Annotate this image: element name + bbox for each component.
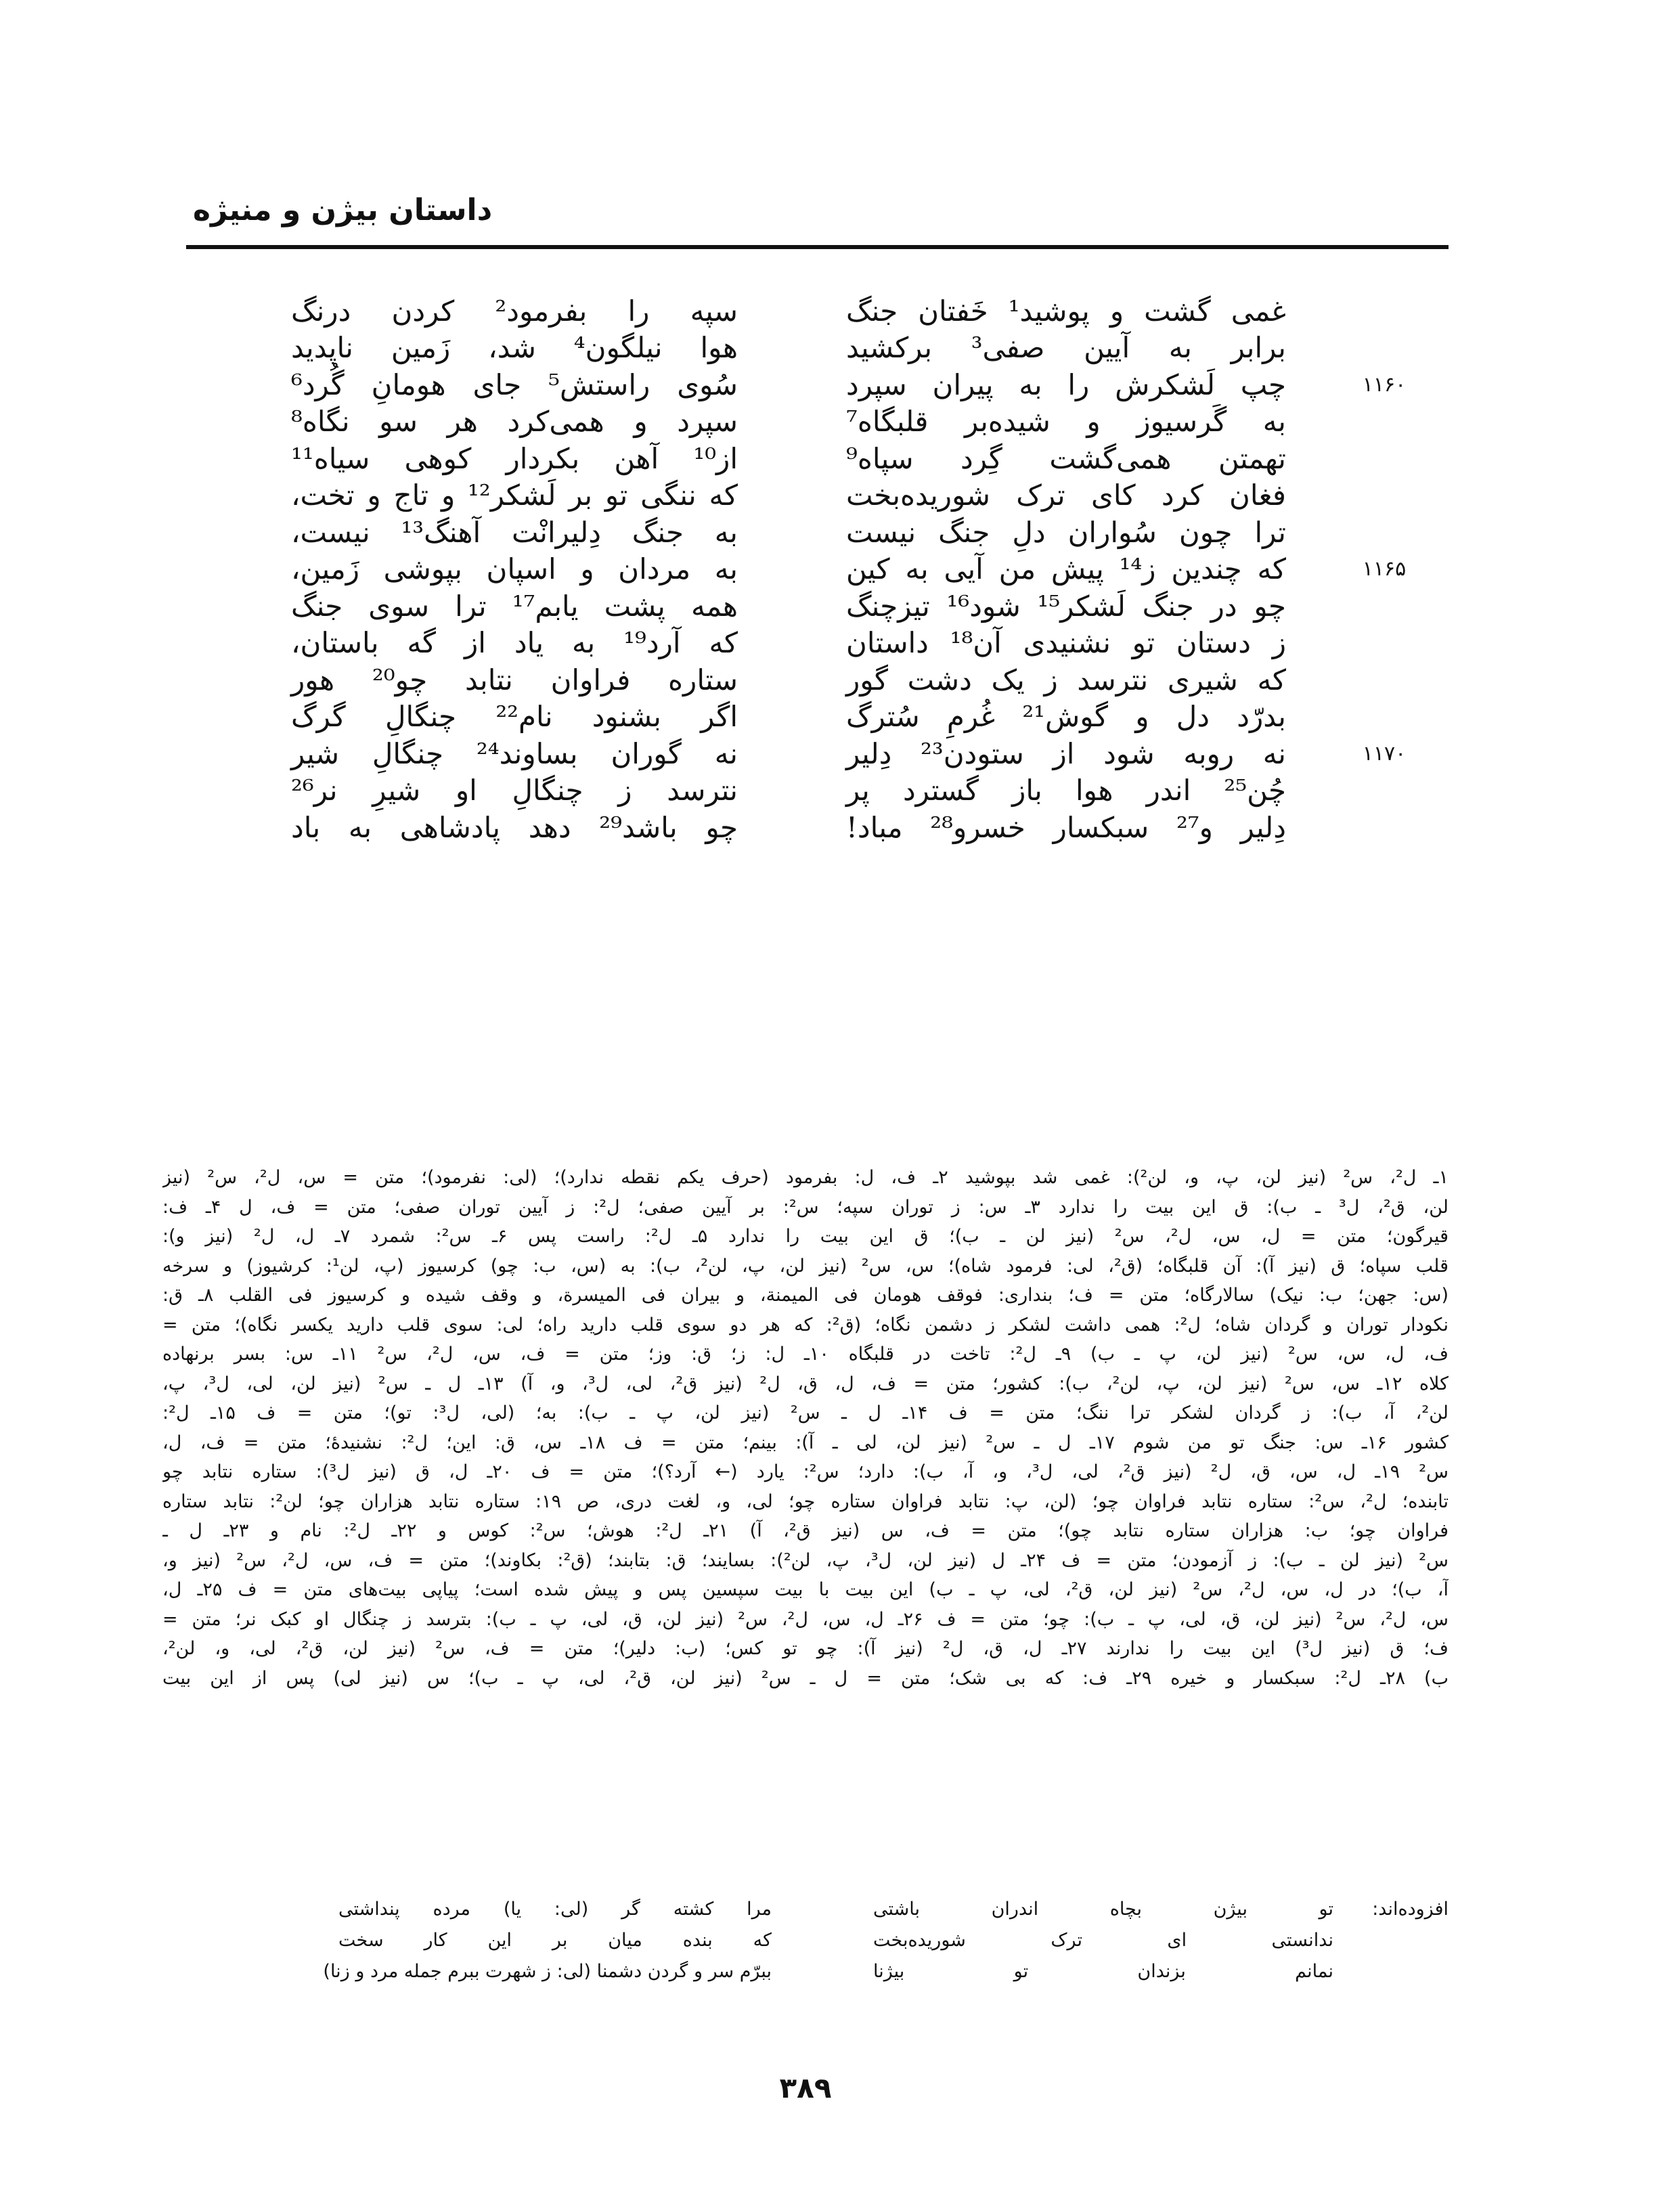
verse: [284, 366, 1435, 403]
hemistich-second: نه گوران بساوند²⁴ چنگالِ شیر: [291, 736, 738, 770]
hemistich-first: برابر به آیین صفی³ برکشید: [846, 331, 1286, 365]
added-hemistich-second: مرا کشته گر (لی: یا) مرده پنداشتی: [338, 1899, 772, 1920]
footnote-line: کلاه ۱۲ـ س، س² (نیز لن، پ، لن²، ب): کشور؛ متن = ف، ل، ق، ل² (نیز ق²، لی، ل³، و، آ) ۱۳ـ ل ـ س² (نیز لن، لی، ل³، پ،: [162, 1373, 1449, 1394]
verse: [284, 699, 1435, 736]
footnote-line: فراوان چو؛ ب: هزاران ستاره نتابد چو)؛ متن = ف، س (نیز ق²، آ) ۲۱ـ ل²: هوش؛ س²: کوس و ۲۲ـ ل²: نام و ۲۳ـ ل ـ: [162, 1520, 1449, 1541]
hemistich-first: چُن²⁵ اندر هوا باز گسترد پر: [846, 774, 1286, 808]
verse: [284, 809, 1435, 846]
footnote-line: ف، ل، س، س² (نیز لن، پ ـ ب) ۹ـ ل²: تاخت در قلبگاه ۱۰ـ ل: ز؛ ق: وز؛ متن = ف، س، ل²، س² ۱۱ـ س: بسر برنهاده: [162, 1344, 1449, 1365]
footnote-line: ف؛ ق (نیز ل³) این بیت را ندارند ۲۷ـ ل، ق، ل² (نیز آ): چو تو کس؛ (ب: دلیر)؛ متن = ف، س² (نیز لن، ق²، لی، و، لن²،: [162, 1638, 1449, 1659]
hemistich-second: از¹⁰ آهن بکردار کوهی سیاه¹¹: [291, 441, 738, 475]
footnote-line: (س: جهن؛ ب: نیک) سالارگاه؛ متن = ف؛ بنداری: فوقف هومان فی المیمنة، و بیران فی المیسرة، و وقف شیده و کرسیوز فی القلب ۸ـ ق:: [162, 1285, 1449, 1306]
verse-number: ۱۱۷۰: [1362, 741, 1407, 766]
hemistich-first: که چندین ز¹⁴ پیش من آیی به کین: [846, 552, 1286, 586]
footnote-line: لن²، آ، ب): ز گردان لشکر ترا ننگ؛ متن = ف ۱۴ـ ل ـ س² (نیز لن، پ ـ ب): به؛ (لی، ل³: تو)؛ متن = ف ۱۵ـ ل²:: [162, 1403, 1449, 1423]
added-verse: [162, 1961, 1449, 1992]
hemistich-first: که شیری نترسد ز یک دشت گور: [846, 663, 1286, 697]
hemistich-second: اگر بشنود نام²² چنگالِ گرگ: [291, 700, 738, 734]
hemistich-first: ز دستان تو نشنیدی آن¹⁸ داستان: [846, 626, 1287, 660]
verse: [284, 661, 1435, 699]
hemistich-second: هوا نیلگون⁴ شد، زَمین ناپدید: [291, 331, 738, 365]
hemistich-first: ترا چون سُواران دلِ جنگ نیست: [846, 515, 1286, 549]
added-hemistich-first: ندانستی ای ترک شوریده‌بخت: [873, 1930, 1333, 1951]
verse: [284, 514, 1435, 551]
verse: [284, 551, 1435, 588]
verse-number: ۱۱۶۵: [1362, 557, 1407, 581]
verse: [284, 625, 1435, 662]
hemistich-first: غمی گشت و پوشید¹ خَفتان جنگ: [846, 294, 1287, 328]
hemistich-second: که ننگی تو بر لَشکر¹² و تاج و تخت،: [291, 479, 738, 512]
hemistich-second: چو باشد²⁹ دهد پادشاهی به باد: [291, 810, 738, 844]
added-hemistich-first: تو بیژن بچاه اندران باشتی: [873, 1899, 1333, 1920]
added-verses: [162, 1899, 1449, 1992]
hemistich-first: تهمتن همی‌گشت گِرد سپاه⁹: [846, 441, 1286, 475]
footnote-line: تابنده؛ ل²، س²: ستاره نتابد فراوان چو؛ (لن، پ: نتابد فراوان ستاره چو؛ لی، و، لغت دری، ص ۱۹: ستاره نتابد هزاران چو؛ لن²: نتابد ستاره: [162, 1491, 1449, 1512]
verse: [284, 588, 1435, 625]
header-rule: [186, 245, 1449, 249]
added-hemistich-second: که بنده میان بر این کار سخت: [338, 1930, 772, 1951]
hemistich-first: چو در جنگ لَشکر¹⁵ شود¹⁶ تیزچنگ: [846, 589, 1286, 623]
page-number: ۳۸۹: [779, 2071, 832, 2104]
added-verse: [162, 1899, 1449, 1930]
footnotes: [162, 1163, 1449, 1723]
footnote-line: قلب سپاه؛ ق (نیز آ): آن قلبگاه؛ (ق²، لی: فرمود شاه)؛ س، س² (نیز لن، پ، لن²، ب): به (س، ب: چو) کرسیوز (پ، لن¹: کرشیوز) و سرخه: [162, 1255, 1449, 1277]
footnote-line: لن، ق²، ل³ ـ ب): ق این بیت را ندارد ۳ـ س: ز توران سپه؛ س²: بر آیین صفی؛ ل²: ز آیین توران صفی؛ متن = ف، ل ۴ـ ف:: [162, 1196, 1449, 1218]
hemistich-first: دِلیر و²⁷ سبکسار خسرو²⁸ مباد!: [846, 810, 1287, 844]
hemistich-first: چپ لَشکرش را به پیران سپرد: [846, 368, 1286, 401]
hemistich-second: به مردان و اسپان بپوشی زَمین،: [291, 552, 738, 586]
hemistich-second: نترسد ز چنگالِ او شیرِ نر²⁶: [291, 774, 738, 808]
hemistich-second: ستاره فراوان نتابد چو²⁰ هور: [291, 663, 738, 697]
footnote-line: [162, 1693, 1449, 1723]
hemistich-second: سپه را بفرمود² کردن درنگ: [291, 294, 738, 328]
hemistich-first: فغان کرد کای ترک شوریده‌بخت: [846, 479, 1286, 512]
verse: [284, 440, 1435, 477]
footnote-line: کشور ۱۶ـ س: جنگ تو من شوم ۱۷ـ ل ـ س² (نیز لن، لی ـ آ): بینم؛ متن = ف ۱۸ـ س، ق: این؛ ل²: نشنیدهٔ؛ متن = ف، ل،: [162, 1432, 1449, 1453]
verse: [284, 403, 1435, 441]
added-verse: [162, 1930, 1449, 1961]
hemistich-first: بدرّد دل و گوش²¹ غُرمِ سُترگ: [846, 700, 1286, 734]
verse: [284, 292, 1435, 330]
hemistich-second: سپرد و همی‌کرد هر سو نگاه⁸: [291, 405, 738, 439]
verse: [284, 330, 1435, 367]
footnote-line: س² ۱۹ـ ل، س، ق، ل² (نیز ق²، لی، ل³، و، آ، ب): دارد؛ س²: یارد (← آرد؟)؛ متن = ف ۲۰ـ ل، ق (نیز ل³): ستاره نتابد چو: [162, 1461, 1449, 1482]
hemistich-second: سُوی راستش⁵ جای هومانِ گُرد⁶: [291, 368, 738, 401]
verse: [284, 735, 1435, 772]
running-header-title: داستان بیژن و منیژه: [193, 193, 493, 227]
footnote-line: آ، ب)؛ در ل، س، ل²، س² (نیز لن، ق²، لی، پ ـ ب) این بیت با بیت سپسین پس و پیش شده است؛ پیاپی بیت‌های متن = ف ۲۵ـ ل،: [162, 1579, 1449, 1600]
footnote-line: ب) ۲۸ـ ل²: سبکسار و خیره ۲۹ـ ف: که بی شک؛ متن = ل ـ س² (نیز لن، ق²، لی، پ ـ ب)؛ س (نیز لی) پس از این بیت: [162, 1667, 1449, 1689]
footnote-line: س² (نیز لن ـ ب): ز آزمودن؛ متن = ف ۲۴ـ ل (نیز لن، ل³، پ، لن²): بسایند؛ ق: بتابند؛ (ق²: بکاوند)؛ متن = ف، س، ل²، س² (نیز و،: [162, 1549, 1449, 1571]
hemistich-second: همه پشت یابم¹⁷ ترا سوی جنگ: [291, 589, 738, 623]
footnote-line: س، ل²، س² (نیز لن، ق، لی، پ ـ ب): چو؛ متن = ف ۲۶ـ ل، س، ل²، س² (نیز لن، ق، لی، پ ـ ب): بترسد ز چنگال او کبک نر؛ متن =: [162, 1608, 1449, 1630]
hemistich-second: که آرد¹⁹ به یاد از گه باستان،: [291, 626, 738, 660]
footnote-line: ۱ـ ل²، س² (نیز لن، پ، و، لن²): غمی شد بپوشید ۲ـ ف، ل: بفرمود (حرف یکم نقطه ندارد)؛ (لی: نفرمود)؛ متن = س، ل²، س² (نیز: [162, 1167, 1449, 1188]
poem-body: [284, 292, 1435, 846]
verse: [284, 772, 1435, 810]
footnote-line: قیرگون؛ متن = ل، س، ل²، س² (نیز لن ـ ب)؛ ق این بیت را ندارد ۵ـ ل²: راست پس ۶ـ س²: شمرد ۷ـ ل، ل² (نیز و):: [162, 1226, 1449, 1247]
hemistich-first: به گَرسیوز و شیده‌بر قلبگاه⁷: [846, 405, 1286, 439]
verse-number: ۱۱۶۰: [1362, 372, 1407, 397]
hemistich-second: به جنگ دِلیرانْت آهنگ¹³ نیست،: [291, 515, 738, 549]
hemistich-first: نه روبه شود از ستودن²³ دِلیر: [846, 736, 1286, 770]
footnote-line: نکودار توران و گردان شاه؛ ل²: همی داشت لشکر ز دشمن نگاه؛ (ق²: که هر دو سوی قلب دارید راه؛ لی: سوی قلب دارید یکسر نگاه)؛ متن =: [162, 1314, 1449, 1335]
added-hemistich-first: نمانم بزندان تو بیژنا: [873, 1961, 1333, 1982]
added-hemistich-second: ببرّم سر و گردن دشمنا (لی: ز شهرت ببرم جمله مرد و زنا): [323, 1961, 772, 1982]
added-verses-label: افزوده‌اند:: [1372, 1899, 1449, 1920]
verse: [284, 477, 1435, 514]
